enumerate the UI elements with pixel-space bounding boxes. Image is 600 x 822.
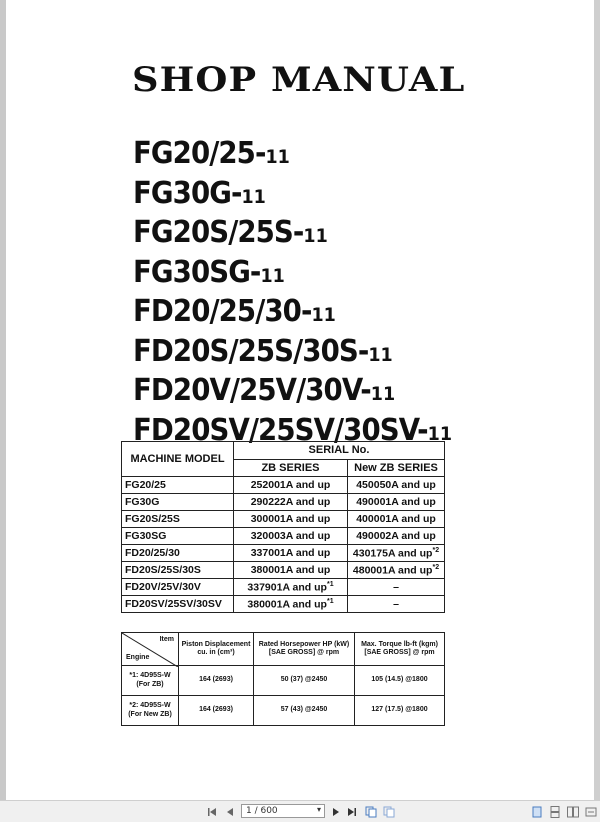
model-line: FD20S/25S/30S-11 — [133, 333, 393, 369]
facing-pages-icon[interactable] — [567, 805, 579, 818]
cell-engine: *2: 4D95S-W (For New ZB) — [122, 696, 179, 726]
cell-new-zb: 400001A and up — [348, 511, 445, 528]
engine-spec-table — [121, 632, 445, 726]
last-page-icon[interactable] — [347, 805, 357, 818]
single-page-view-icon[interactable] — [531, 805, 543, 818]
cell-displacement: 164 (2693) — [179, 696, 254, 726]
continuous-view-icon[interactable] — [549, 805, 561, 818]
footnote-marker: *2 — [432, 546, 440, 554]
table-row — [122, 666, 445, 696]
item-engine-header — [122, 633, 179, 666]
chevron-down-icon[interactable]: ▾ — [316, 805, 321, 814]
cell-model: FD20S/25S/30S — [122, 562, 234, 579]
cell-horsepower: 50 (37) @2450 — [254, 666, 355, 696]
page-edge-left — [0, 0, 6, 800]
cell-zb: 380001A and up — [234, 562, 348, 579]
serial-number-table — [121, 441, 445, 613]
header-machine-model: MACHINE MODEL — [122, 442, 234, 477]
fit-width-icon[interactable] — [585, 805, 597, 818]
previous-page-icon[interactable] — [225, 805, 235, 818]
table-row — [122, 579, 445, 596]
manual-title: SHOP MANUAL — [132, 60, 466, 100]
cell-torque: 105 (14.5) @1800 — [355, 666, 445, 696]
cell-model: FG30SG — [122, 528, 234, 545]
cell-zb: 290222A and up — [234, 494, 348, 511]
cell-model: FG20/25 — [122, 477, 234, 494]
table-row — [122, 528, 445, 545]
first-page-icon[interactable] — [207, 805, 217, 818]
engine-label: Engine — [126, 653, 150, 661]
cell-zb: 252001A and up — [234, 477, 348, 494]
cell-new-zb: 490002A and up — [348, 528, 445, 545]
table-row — [122, 494, 445, 511]
header-serial-no: SERIAL No. — [234, 442, 445, 460]
cell-zb: 380001A and $up^{*1}$ — [234, 596, 348, 613]
cell-zb: 300001A and up — [234, 511, 348, 528]
cell-model: FD20SV/25SV/30SV — [122, 596, 234, 613]
footnote-marker: *1 — [326, 597, 334, 605]
page-number-input[interactable] — [241, 804, 325, 818]
model-line: FG20S/25S-11 — [133, 215, 328, 250]
cell-torque: 127 (17.5) @1800 — [355, 696, 445, 726]
page-number-text: 1 / 600 — [246, 806, 278, 816]
table-row — [122, 562, 445, 579]
cell-model: FD20/25/30 — [122, 545, 234, 562]
header-new-zb-series: New ZB SERIES — [348, 459, 445, 477]
model-line: FG30SG-11 — [133, 254, 285, 290]
cell-new-zb: 490001A and up — [348, 494, 445, 511]
cell-zb: 337901A and $up^{*1}$ — [234, 579, 348, 596]
cell-new-zb: – — [348, 579, 445, 596]
model-line: FD20SV/25SV/30SV-11 — [133, 412, 453, 448]
footnote-marker: *2 — [432, 563, 440, 571]
model-list — [133, 136, 480, 452]
previous-view-icon[interactable] — [365, 805, 377, 818]
model-line: FG30G-11 — [133, 175, 266, 211]
cell-new-zb: 480001A and $up^{*2}$ — [348, 562, 445, 579]
table-row — [122, 545, 445, 562]
header-zb-series: ZB SERIES — [234, 459, 348, 477]
cell-zb: 320003A and up — [234, 528, 348, 545]
model-line: FD20V/25V/30V-11 — [133, 373, 396, 408]
cell-horsepower: 57 (43) @2450 — [254, 696, 355, 726]
page-edge-right — [594, 0, 600, 800]
table-row — [122, 696, 445, 726]
header-horsepower: Rated Horsepower HP (kW) [SAE GROSS] @ rpm — [254, 633, 355, 666]
next-view-icon[interactable] — [383, 805, 395, 818]
cell-zb: 337001A and up — [234, 545, 348, 562]
cell-displacement: 164 (2693) — [179, 666, 254, 696]
table-row — [122, 596, 445, 613]
cell-new-zb: 450050A and up — [348, 477, 445, 494]
cell-model: FG30G — [122, 494, 234, 511]
item-label: Item — [159, 636, 174, 643]
table-row — [122, 477, 445, 494]
model-line: FG20/25-11 — [133, 136, 290, 171]
cell-new-zb: – — [348, 596, 445, 613]
cell-model: FG20S/25S — [122, 511, 234, 528]
table-row — [122, 511, 445, 528]
next-page-icon[interactable] — [331, 805, 341, 818]
header-torque: Max. Torque lb-ft (kgm) [SAE GROSS] @ rpm — [355, 633, 445, 666]
model-line: FD20/25/30-11 — [133, 294, 336, 329]
cell-model: FD20V/25V/30V — [122, 579, 234, 596]
footnote-marker: *1 — [326, 580, 334, 588]
cell-new-zb: 430175A and $up^{*2}$ — [348, 545, 445, 562]
cell-engine: *1: 4D95S-W (For ZB) — [122, 666, 179, 696]
header-displacement: Piston Displacement cu. in (cm³) — [179, 633, 254, 666]
pdf-viewer-toolbar — [0, 800, 600, 822]
